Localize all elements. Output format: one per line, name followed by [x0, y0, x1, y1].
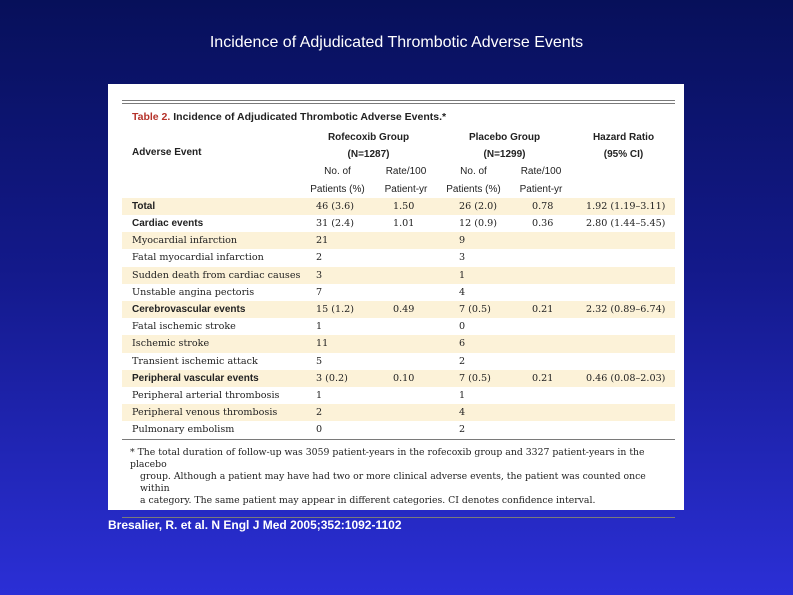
- row-label: Fatal myocardial infarction: [132, 252, 264, 264]
- placebo-count: 1: [437, 267, 510, 284]
- table-row-peripheral-vascular: [122, 370, 675, 387]
- placebo-rate: 0.21: [510, 301, 572, 318]
- table-row-cerebrovascular: [122, 301, 675, 318]
- row-label: Peripheral arterial thrombosis: [132, 390, 280, 402]
- row-label: Myocardial infarction: [122, 232, 300, 249]
- rofecoxib-count: 15 (1.2): [300, 301, 375, 318]
- row-label: Peripheral venous thrombosis: [122, 404, 300, 421]
- row-label: Cardiac events: [132, 218, 204, 230]
- slide-title: Incidence of Adjudicated Thrombotic Adverse Events: [209, 34, 584, 51]
- table-row: [122, 249, 675, 266]
- hazard-ratio: [572, 421, 675, 438]
- hazard-ratio: [572, 404, 675, 421]
- placebo-rate-line1: Rate/100: [520, 166, 562, 178]
- hazard-ratio: [572, 249, 675, 266]
- rofecoxib-no-line1: No. of: [324, 166, 351, 178]
- header-row-subcolumns: [122, 163, 675, 197]
- row-label: Pulmonary embolism: [132, 424, 235, 436]
- table-row: [122, 421, 675, 438]
- rofecoxib-count: 46 (3.6): [300, 198, 375, 215]
- placebo-rate: [510, 404, 572, 421]
- rofecoxib-rate: 0.10: [375, 370, 437, 387]
- table-caption: [122, 103, 675, 129]
- placebo-group-n: (N=1299): [483, 149, 526, 161]
- row-label: Total: [122, 198, 300, 215]
- placebo-rate: 0.78: [510, 198, 572, 215]
- table-row: [122, 353, 675, 370]
- rofecoxib-count: 31 (2.4): [316, 218, 355, 230]
- rofecoxib-count: 2: [316, 252, 323, 264]
- placebo-rate: [510, 387, 572, 404]
- header-rofecoxib-no: [300, 163, 375, 197]
- rofecoxib-count: 11: [300, 335, 375, 352]
- header-placebo-no: [437, 163, 510, 197]
- rofecoxib-rate-line1: Rate/100: [385, 166, 427, 178]
- placebo-rate: [510, 353, 572, 370]
- placebo-rate: [510, 335, 572, 352]
- citation: Bresalier, R. et al. N Engl J Med 2005;352:1092-1102: [108, 518, 402, 532]
- events-table: [122, 129, 675, 439]
- rofecoxib-rate: [375, 267, 437, 284]
- rofecoxib-rate: [375, 284, 437, 301]
- placebo-no-line2: Patients (%): [446, 183, 501, 195]
- table-row: [122, 318, 675, 335]
- placebo-rate: [510, 232, 572, 249]
- rofecoxib-rate: 1.01: [393, 218, 415, 230]
- header-hazard-ratio: [572, 129, 675, 163]
- header-spacer: [122, 163, 300, 197]
- rofecoxib-rate: 1.50: [375, 198, 437, 215]
- rofecoxib-count: 1: [316, 321, 323, 333]
- rofecoxib-count: 5: [316, 355, 323, 367]
- table-row: [122, 267, 675, 284]
- table-row: [122, 284, 675, 301]
- header-row-groups: [122, 129, 675, 163]
- placebo-rate-line2: Patient-yr: [519, 183, 563, 195]
- row-label: Cerebrovascular events: [122, 301, 300, 318]
- placebo-count: 6: [437, 335, 510, 352]
- rofecoxib-rate-line2: Patient-yr: [384, 183, 428, 195]
- hazard-ratio: [572, 387, 675, 404]
- hazard-ratio: [572, 318, 675, 335]
- table-footnote: [122, 439, 675, 517]
- hazard-ratio: 2.32 (0.89–6.74): [572, 301, 675, 318]
- placebo-rate: [510, 318, 572, 335]
- rofecoxib-rate: [375, 404, 437, 421]
- row-label: Unstable angina pectoris: [132, 286, 255, 298]
- placebo-rate: [510, 284, 572, 301]
- rofecoxib-rate: [375, 353, 437, 370]
- placebo-group-name: Placebo Group: [468, 132, 541, 143]
- row-label: Fatal ischemic stroke: [132, 321, 236, 333]
- table-panel: [108, 84, 684, 510]
- placebo-rate: [510, 421, 572, 438]
- rofecoxib-rate: [375, 421, 437, 438]
- rofecoxib-rate: 0.49: [375, 301, 437, 318]
- rofecoxib-count: 1: [316, 390, 323, 402]
- hazard-ratio: [572, 353, 675, 370]
- header-rofecoxib-group: [300, 129, 437, 163]
- rofecoxib-rate: [375, 387, 437, 404]
- footnote-line-2: group. Although a patient may have had two or more clinical adverse events, the patient was counted once within: [140, 470, 646, 494]
- table-caption-text: Incidence of Adjudicated Thrombotic Adverse Events.*: [170, 111, 447, 123]
- rofecoxib-count: 3: [300, 267, 375, 284]
- rofecoxib-no-line2: Patients (%): [310, 183, 365, 195]
- placebo-count: 2: [459, 424, 466, 436]
- placebo-count: 4: [459, 286, 466, 298]
- rofecoxib-count: 7: [316, 286, 323, 298]
- placebo-rate: 0.36: [532, 218, 554, 230]
- table-row: [122, 404, 675, 421]
- table-row: [122, 335, 675, 352]
- header-rofecoxib-rate: [375, 163, 437, 197]
- rofecoxib-count: 2: [300, 404, 375, 421]
- rofecoxib-rate: [375, 335, 437, 352]
- table-row: [122, 387, 675, 404]
- row-label: Transient ischemic attack: [132, 355, 258, 367]
- header-spacer-hr: [572, 163, 675, 197]
- footnote-line-3: a category. The same patient may appear in different categories. CI denotes confidence interval.: [140, 494, 596, 506]
- table-number: Table 2.: [132, 111, 171, 123]
- rofecoxib-count: 21: [300, 232, 375, 249]
- placebo-count: 1: [459, 390, 466, 402]
- placebo-count: 12 (0.9): [459, 218, 498, 230]
- row-label: Sudden death from cardiac causes: [122, 267, 300, 284]
- header-placebo-group: [437, 129, 572, 163]
- placebo-count: 0: [459, 321, 466, 333]
- hazard-ratio: 0.46 (0.08–2.03): [572, 370, 675, 387]
- placebo-count: 2: [459, 355, 466, 367]
- placebo-count: 26 (2.0): [437, 198, 510, 215]
- placebo-no-line1: No. of: [460, 166, 487, 178]
- hazard-ratio-ci: (95% CI): [603, 149, 644, 161]
- hazard-ratio-name: Hazard Ratio: [592, 132, 655, 143]
- rofecoxib-group-n: (N=1287): [347, 149, 390, 161]
- table-row: [122, 232, 675, 249]
- placebo-count: 9: [437, 232, 510, 249]
- header-placebo-rate: [510, 163, 572, 197]
- hazard-ratio: [572, 335, 675, 352]
- rofecoxib-group-name: Rofecoxib Group: [327, 132, 410, 143]
- hazard-ratio: 2.80 (1.44–5.45): [586, 218, 666, 230]
- rofecoxib-rate: [375, 249, 437, 266]
- rofecoxib-rate: [375, 318, 437, 335]
- table-figure: [122, 100, 675, 518]
- placebo-count: 7 (0.5): [437, 301, 510, 318]
- rofecoxib-count: 0: [316, 424, 323, 436]
- events-table-body: [122, 198, 675, 439]
- rofecoxib-count: 3 (0.2): [300, 370, 375, 387]
- hazard-ratio: [572, 267, 675, 284]
- table-row-total: [122, 198, 675, 215]
- row-label: Ischemic stroke: [122, 335, 300, 352]
- header-adverse-event: Adverse Event: [132, 147, 202, 159]
- placebo-count: 4: [437, 404, 510, 421]
- hazard-ratio: [572, 232, 675, 249]
- rofecoxib-rate: [375, 232, 437, 249]
- row-label: Peripheral vascular events: [122, 370, 300, 387]
- placebo-rate: [510, 249, 572, 266]
- table-row-cardiac: [122, 215, 675, 232]
- placebo-rate: [510, 267, 572, 284]
- hazard-ratio: [572, 284, 675, 301]
- placebo-count: 7 (0.5): [437, 370, 510, 387]
- placebo-count: 3: [459, 252, 466, 264]
- placebo-rate: 0.21: [510, 370, 572, 387]
- hazard-ratio: 1.92 (1.19–3.11): [572, 198, 675, 215]
- footnote-line-1: * The total duration of follow-up was 3059 patient-years in the rofecoxib group and 3327 patient-years in the placebo: [130, 446, 645, 470]
